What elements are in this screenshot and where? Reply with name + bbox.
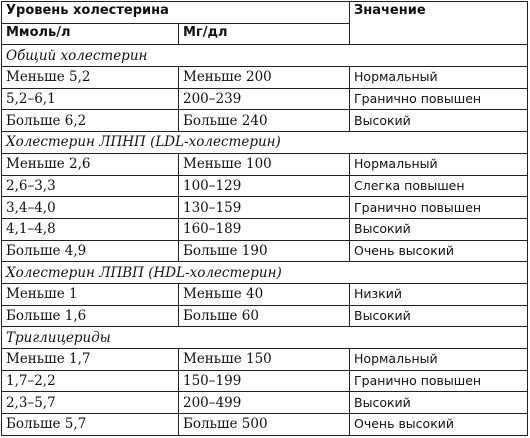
table-row [2, 175, 528, 197]
section-title: Холестерин ЛПНП (LDL-холестерин) [2, 132, 528, 154]
cell-meaning: Очень высокий [350, 414, 528, 436]
section-title: Холестерин ЛПВП (HDL-холестерин) [2, 262, 528, 284]
cell-mg: 200–499 [179, 392, 350, 414]
cell-meaning: Гранично повышен [350, 88, 528, 110]
cell-meaning: Гранично повышен [350, 370, 528, 392]
cell-mg: Больше 500 [179, 414, 350, 436]
header-mmol: Ммоль/л [2, 23, 179, 45]
section-row [2, 327, 528, 349]
table-row [2, 153, 528, 175]
cell-mmol: 5,2–6,1 [2, 88, 179, 110]
header-cholesterol-level: Уровень холестерина [2, 2, 350, 24]
table-row [2, 218, 528, 240]
cell-mmol: Меньше 2,6 [2, 153, 179, 175]
cell-meaning: Нормальный [350, 67, 528, 89]
cholesterol-table [1, 1, 528, 436]
table-row [2, 88, 528, 110]
cell-mmol: 4,1–4,8 [2, 218, 179, 240]
cell-mmol: Больше 6,2 [2, 110, 179, 132]
section-title: Общий холестерин [2, 45, 528, 67]
cell-mg: Меньше 150 [179, 349, 350, 371]
cell-mg: Больше 240 [179, 110, 350, 132]
cell-mmol: 2,3–5,7 [2, 392, 179, 414]
table-row [2, 67, 528, 89]
cell-meaning: Высокий [350, 110, 528, 132]
table-row [2, 370, 528, 392]
cell-meaning: Высокий [350, 305, 528, 327]
cell-mg: 100–129 [179, 175, 350, 197]
cell-mmol: 2,6–3,3 [2, 175, 179, 197]
cell-meaning: Высокий [350, 218, 528, 240]
table-row [2, 283, 528, 305]
cell-mmol: Меньше 1 [2, 283, 179, 305]
cell-mmol: 1,7–2,2 [2, 370, 179, 392]
table-row [2, 197, 528, 219]
cell-meaning: Гранично повышен [350, 197, 528, 219]
header-meaning: Значение [350, 2, 528, 45]
table-body [2, 45, 528, 435]
table-row [2, 240, 528, 262]
table-row [2, 110, 528, 132]
section-row [2, 262, 528, 284]
cell-meaning: Нормальный [350, 153, 528, 175]
section-title: Триглицериды [2, 327, 528, 349]
cell-meaning: Очень высокий [350, 240, 528, 262]
cell-mmol: Больше 1,6 [2, 305, 179, 327]
cell-mg: Меньше 40 [179, 283, 350, 305]
cell-meaning: Нормальный [350, 349, 528, 371]
cell-mmol: Меньше 5,2 [2, 67, 179, 89]
cell-mg: Меньше 100 [179, 153, 350, 175]
cell-mmol: Меньше 1,7 [2, 349, 179, 371]
cell-meaning: Слегка повышен [350, 175, 528, 197]
header-row-top [2, 2, 528, 24]
table-row [2, 414, 528, 436]
cell-meaning: Высокий [350, 392, 528, 414]
cell-mmol: 3,4–4,0 [2, 197, 179, 219]
cell-meaning: Низкий [350, 283, 528, 305]
cell-mmol: Больше 5,7 [2, 414, 179, 436]
header-mg: Мг/дл [179, 23, 350, 45]
cell-mg: 200–239 [179, 88, 350, 110]
section-row [2, 132, 528, 154]
cell-mg: 160–189 [179, 218, 350, 240]
table-row [2, 305, 528, 327]
cell-mg: Больше 190 [179, 240, 350, 262]
cell-mg: Меньше 200 [179, 67, 350, 89]
cell-mg: 150–199 [179, 370, 350, 392]
section-row [2, 45, 528, 67]
table-header [2, 2, 528, 45]
cell-mmol: Больше 4,9 [2, 240, 179, 262]
cell-mg: 130–159 [179, 197, 350, 219]
table-row [2, 392, 528, 414]
cell-mg: Больше 60 [179, 305, 350, 327]
table-row [2, 349, 528, 371]
